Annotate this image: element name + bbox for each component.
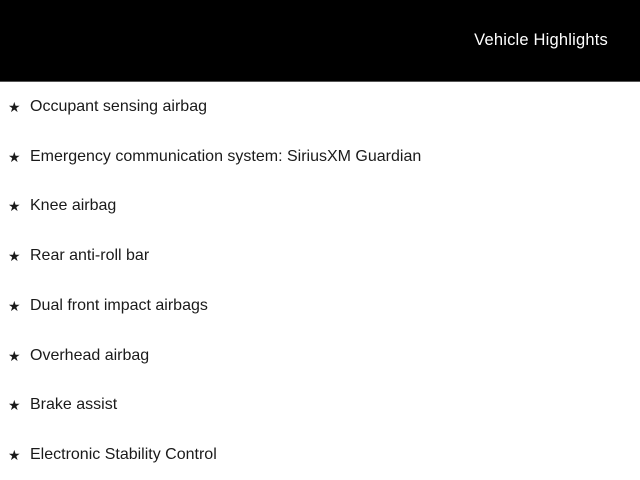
list-item	[0, 331, 640, 381]
highlight-list	[0, 82, 640, 480]
list-item	[0, 82, 640, 132]
list-item-label: Dual front impact airbags	[30, 296, 208, 314]
list-item	[0, 281, 640, 331]
list-item-label: Knee airbag	[30, 197, 117, 215]
list-item-label: Occupant sensing airbag	[30, 97, 207, 115]
list-item	[0, 132, 640, 182]
star-icon: ★	[8, 148, 21, 165]
list-item	[0, 182, 640, 232]
list-item	[0, 381, 640, 431]
star-icon: ★	[8, 198, 21, 215]
list-item-label: Emergency communication system: SiriusXM Guardian	[30, 147, 422, 165]
list-item-label: Electronic Stability Control	[30, 446, 217, 464]
list-item	[0, 231, 640, 281]
page-title: Vehicle Highlights	[474, 31, 608, 49]
star-icon: ★	[8, 397, 21, 414]
list-item-label: Overhead airbag	[30, 346, 150, 364]
star-icon: ★	[8, 98, 21, 115]
star-icon: ★	[8, 248, 21, 265]
star-icon: ★	[8, 297, 21, 314]
list-item-label: Brake assist	[30, 396, 118, 414]
list-item-label: Rear anti-roll bar	[30, 247, 150, 265]
list-item	[0, 430, 640, 480]
star-icon: ★	[8, 347, 21, 364]
header-bar	[0, 0, 640, 82]
star-icon: ★	[8, 447, 21, 464]
